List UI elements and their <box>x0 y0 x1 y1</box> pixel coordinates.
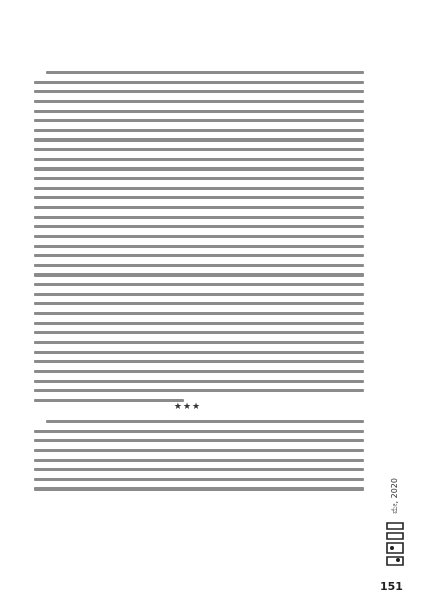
text-line <box>34 225 364 228</box>
text-line <box>34 119 364 122</box>
text-line <box>34 341 364 344</box>
publication-logo <box>384 518 406 570</box>
text-line <box>34 331 364 334</box>
text-line <box>34 351 364 354</box>
text-line <box>34 138 364 141</box>
text-line <box>34 206 364 209</box>
text-line <box>34 273 364 276</box>
text-line <box>34 264 364 267</box>
text-line <box>34 100 364 103</box>
text-line <box>34 487 364 490</box>
text-line <box>34 245 364 248</box>
text-line <box>34 370 364 373</box>
text-line <box>46 71 364 74</box>
text-line <box>46 420 364 423</box>
text-line <box>34 322 364 325</box>
text-line <box>34 254 364 257</box>
text-line <box>34 148 364 151</box>
text-line <box>34 216 364 219</box>
text-line <box>34 293 364 296</box>
text-line <box>34 283 364 286</box>
page-number: 151 <box>380 580 403 593</box>
text-line <box>34 158 364 161</box>
text-line <box>34 312 364 315</box>
text-line <box>34 177 364 180</box>
masthead-date: ಮೇ, 2020 <box>390 478 399 514</box>
text-line <box>34 129 364 132</box>
text-line <box>34 302 364 305</box>
body-text-upper <box>34 71 364 408</box>
text-line <box>34 468 364 471</box>
text-line <box>34 430 364 433</box>
text-line <box>34 439 364 442</box>
text-line <box>34 187 364 190</box>
text-line <box>34 196 364 199</box>
text-line <box>34 478 364 481</box>
text-line <box>34 90 364 93</box>
body-text-lower <box>34 420 364 497</box>
text-line <box>34 459 364 462</box>
text-line <box>34 167 364 170</box>
section-separator: ★★★ <box>173 402 202 412</box>
text-line <box>34 235 364 238</box>
text-line <box>34 81 364 84</box>
text-line <box>34 449 364 452</box>
text-line <box>34 360 364 363</box>
text-line <box>34 110 364 113</box>
text-line <box>34 380 364 383</box>
masthead <box>378 478 412 570</box>
text-line <box>34 389 364 392</box>
